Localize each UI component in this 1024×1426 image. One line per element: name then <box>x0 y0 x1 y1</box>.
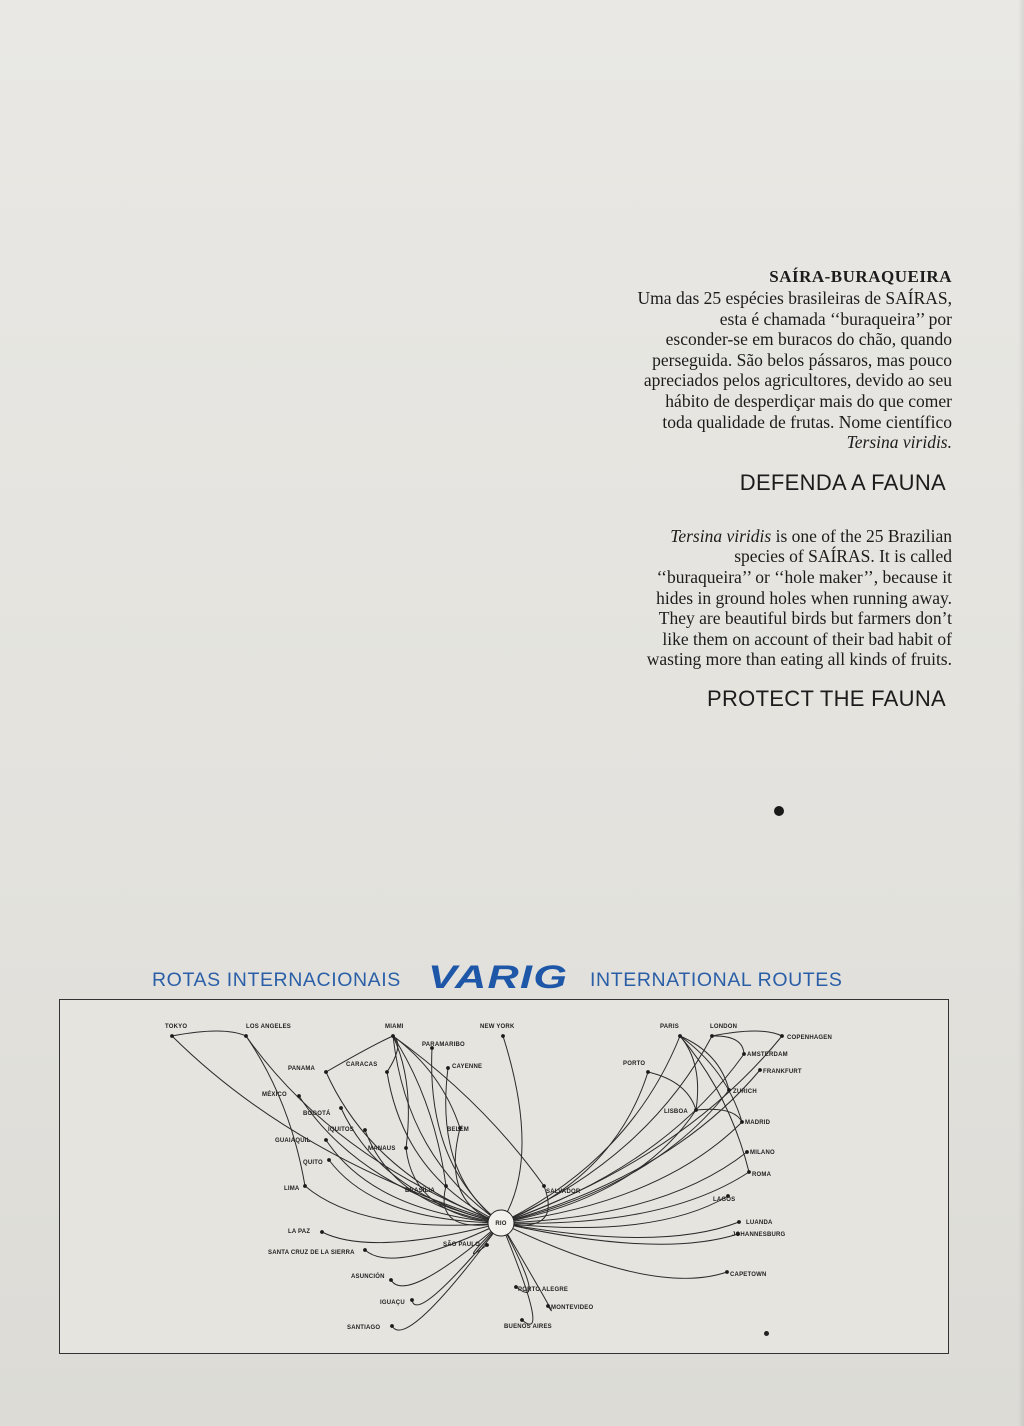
city-label-bogota: BOGOTÁ <box>303 1111 331 1117</box>
en-line-1-rest: is one of the 25 Brazilian <box>771 525 952 546</box>
route-porto-lisboa <box>648 1072 696 1110</box>
route-rio-luanda <box>501 1222 739 1238</box>
route-map-diagram <box>60 1000 947 1352</box>
en-line-6: like them on account of their bad habit of <box>662 628 952 649</box>
route-rio-cayenne <box>446 1068 501 1223</box>
city-dot-los-angeles <box>244 1034 248 1038</box>
city-label-lima: LIMA <box>284 1186 300 1192</box>
route-london-amsterdam <box>712 1036 744 1054</box>
city-dot-capetown <box>725 1270 729 1274</box>
city-label-iquitos: IQUITOS <box>328 1127 354 1133</box>
route-rio-belem <box>455 1128 501 1223</box>
city-dot-brasilia <box>444 1184 448 1188</box>
en-scientific-name: Tersina viridis <box>670 525 772 546</box>
routes-title-portuguese: ROTAS INTERNACIONAIS <box>152 969 401 991</box>
article-text-block <box>540 266 952 712</box>
en-line-7: wasting more than eating all kinds of fruits. <box>646 649 952 670</box>
city-dot-porto <box>646 1070 650 1074</box>
city-dot-quito <box>327 1158 331 1162</box>
city-dot-lisboa <box>694 1108 698 1112</box>
city-dot-la-paz <box>320 1230 324 1234</box>
route-rio-new-york <box>501 1036 522 1223</box>
city-label-paramaribo: PARAMARIBO <box>422 1042 465 1048</box>
city-label-quito: QUITO <box>303 1160 323 1166</box>
city-label-brasilia: BRASÍLIA <box>405 1188 435 1194</box>
pt-line-1: Uma das 25 espécies brasileiras de SAÍRAS, <box>637 288 952 308</box>
city-label-mexico: MÉXICO <box>262 1092 287 1098</box>
route-rio-iquitos <box>365 1130 501 1223</box>
pt-line-4: perseguida. São belos pássaros, mas pouco <box>652 349 952 370</box>
en-line-5: They are beautiful birds but farmers don’t <box>658 608 952 629</box>
city-label-lagos: LAGOS <box>713 1197 736 1203</box>
city-label-iguacu: IGUAÇU <box>380 1300 405 1306</box>
city-dot-santa-cruz-de-la-sierra <box>363 1248 367 1252</box>
route-rio-bogota <box>341 1108 501 1223</box>
city-label-la-paz: LA PAZ <box>288 1229 311 1235</box>
city-label-belem: BELÉM <box>447 1127 469 1133</box>
route-rio-roma <box>501 1172 749 1223</box>
city-dot-caracas <box>385 1070 389 1074</box>
city-dot-lima <box>303 1184 307 1188</box>
route-rio-montevideo <box>501 1223 551 1311</box>
city-dot-santiago <box>390 1324 394 1328</box>
city-dot-manaus <box>404 1146 408 1150</box>
route-rio-iguacu <box>412 1223 501 1305</box>
slogan-english: PROTECT THE FAUNA <box>707 685 946 711</box>
pt-line-5: apreciados pelos agricultores, devido ao seu <box>643 370 952 391</box>
route-rio-la-paz <box>322 1223 501 1243</box>
city-label-manaus: MANAUS <box>368 1146 396 1152</box>
city-dot-asuncion <box>389 1278 393 1282</box>
city-label-montevideo: MONTEVIDEO <box>551 1305 594 1311</box>
route-rio-paris <box>501 1036 680 1223</box>
city-label-guaiaquil: GUAIAQUIL <box>275 1138 311 1144</box>
city-label-lisboa: LISBOA <box>664 1109 688 1115</box>
city-label-panama: PANAMA <box>288 1066 316 1072</box>
city-label-capetown: CAPETOWN <box>730 1272 767 1278</box>
city-dot-iguacu <box>410 1298 414 1302</box>
city-label-salvador: SALVADOR <box>546 1189 581 1195</box>
route-tokyo-los-angeles <box>172 1031 246 1036</box>
city-dot-tokyo <box>170 1034 174 1038</box>
english-paragraph <box>540 526 952 670</box>
city-label-zurich: ZURICH <box>733 1089 757 1095</box>
city-dot-panama <box>324 1070 328 1074</box>
city-label-santa-cruz-de-la-sierra: SANTA CRUZ DE LA SIERRA <box>268 1250 355 1256</box>
city-dot-iquitos <box>363 1128 367 1132</box>
route-rio-amsterdam <box>501 1054 744 1223</box>
city-dot-mexico <box>297 1094 301 1098</box>
en-line-3: ‘‘buraqueira’’ or ‘‘hole maker’’, because it <box>656 566 952 587</box>
route-los-angeles-lima <box>246 1036 305 1186</box>
pt-line-7: toda qualidade de frutas. Nome científico <box>662 411 952 432</box>
routes-title-english: INTERNATIONAL ROUTES <box>590 969 843 991</box>
city-dots-layer <box>170 1034 784 1328</box>
slogan-portuguese: DEFENDA A FAUNA <box>739 469 946 495</box>
city-dot-cayenne <box>446 1066 450 1070</box>
city-dot-roma <box>747 1170 751 1174</box>
route-rio-london <box>501 1036 712 1223</box>
route-rio-capetown <box>501 1223 727 1278</box>
bullet-dot <box>774 806 784 816</box>
city-dot-madrid <box>740 1120 744 1124</box>
routes-layer <box>172 1031 782 1330</box>
city-dot-guaiaquil <box>324 1138 328 1142</box>
city-dot-luanda <box>737 1220 741 1224</box>
city-label-asuncion: ASUNCIÓN <box>351 1274 385 1280</box>
route-rio-buenos-aires <box>501 1223 533 1324</box>
pt-scientific-name: Tersina viridis. <box>846 432 952 453</box>
portuguese-title: SAÍRA-BURAQUEIRA <box>769 267 952 286</box>
city-dot-london <box>710 1034 714 1038</box>
rio-hub-label: RIO <box>495 1221 507 1227</box>
city-dot-miami <box>391 1034 395 1038</box>
city-label-buenos-aires: BUENOS AIRES <box>504 1324 552 1330</box>
city-label-madrid: MADRID <box>745 1120 771 1126</box>
city-dot-amsterdam <box>742 1052 746 1056</box>
en-line-4: hides in ground holes when running away. <box>656 587 952 608</box>
pt-line-3: esconder-se em buracos do chão, quando <box>665 329 952 350</box>
city-dot-milano <box>745 1150 749 1154</box>
city-label-tokyo: TOKYO <box>165 1024 188 1030</box>
route-map <box>59 999 949 1354</box>
city-label-new-york: NEW YORK <box>480 1024 515 1030</box>
city-label-porto-alegre: PORTO ALEGRE <box>518 1287 569 1293</box>
city-label-luanda: LUANDA <box>746 1220 773 1226</box>
route-rio-asuncion <box>391 1223 501 1286</box>
route-paris-roma <box>680 1036 749 1172</box>
city-dot-copenhagen <box>780 1034 784 1038</box>
route-london-copenhagen <box>712 1031 782 1036</box>
city-label-los-angeles: LOS ANGELES <box>246 1024 291 1030</box>
pt-line-2: esta é chamada ‘‘buraqueira’’ por <box>719 308 952 329</box>
en-line-2: species of SAÍRAS. It is called <box>734 546 952 567</box>
city-label-porto: PORTO <box>623 1061 646 1067</box>
city-dot-new-york <box>501 1034 505 1038</box>
page-edge-shadow <box>1018 0 1024 1426</box>
city-dot-buenos-aires <box>520 1318 524 1322</box>
city-label-miami: MIAMI <box>385 1024 404 1030</box>
city-dot-montevideo <box>546 1304 550 1308</box>
portuguese-paragraph <box>540 288 952 453</box>
city-dot-frankfurt <box>758 1068 762 1072</box>
city-label-sao-paulo: SÃO PAULO <box>443 1242 481 1248</box>
city-dot-paris <box>678 1034 682 1038</box>
city-dot-sao-paulo <box>485 1243 489 1247</box>
city-label-caracas: CARACAS <box>346 1062 378 1068</box>
small-dot <box>764 1331 769 1336</box>
city-dot-salvador <box>542 1184 546 1188</box>
city-label-cayenne: CAYENNE <box>452 1064 483 1070</box>
routes-header <box>150 961 870 997</box>
city-dot-zurich <box>727 1088 731 1092</box>
varig-logo: VARIG <box>428 959 569 995</box>
city-label-copenhagen: COPENHAGEN <box>787 1035 833 1041</box>
city-label-london: LONDON <box>710 1024 738 1030</box>
route-rio-lisboa <box>501 1110 696 1223</box>
city-label-johannesburg: JOHANNESBURG <box>732 1232 786 1238</box>
route-rio-guaiaquil <box>326 1140 501 1223</box>
city-label-frankfurt: FRANKFURT <box>763 1069 802 1075</box>
city-label-milano: MILANO <box>750 1150 775 1156</box>
city-dot-bogota <box>339 1106 343 1110</box>
city-label-roma: ROMA <box>752 1172 772 1178</box>
pt-line-6: hábito de desperdiçar mais do que comer <box>665 390 952 411</box>
city-label-santiago: SANTIAGO <box>347 1325 381 1331</box>
city-label-amsterdam: AMSTERDAM <box>747 1052 788 1058</box>
city-label-paris: PARIS <box>660 1024 679 1030</box>
